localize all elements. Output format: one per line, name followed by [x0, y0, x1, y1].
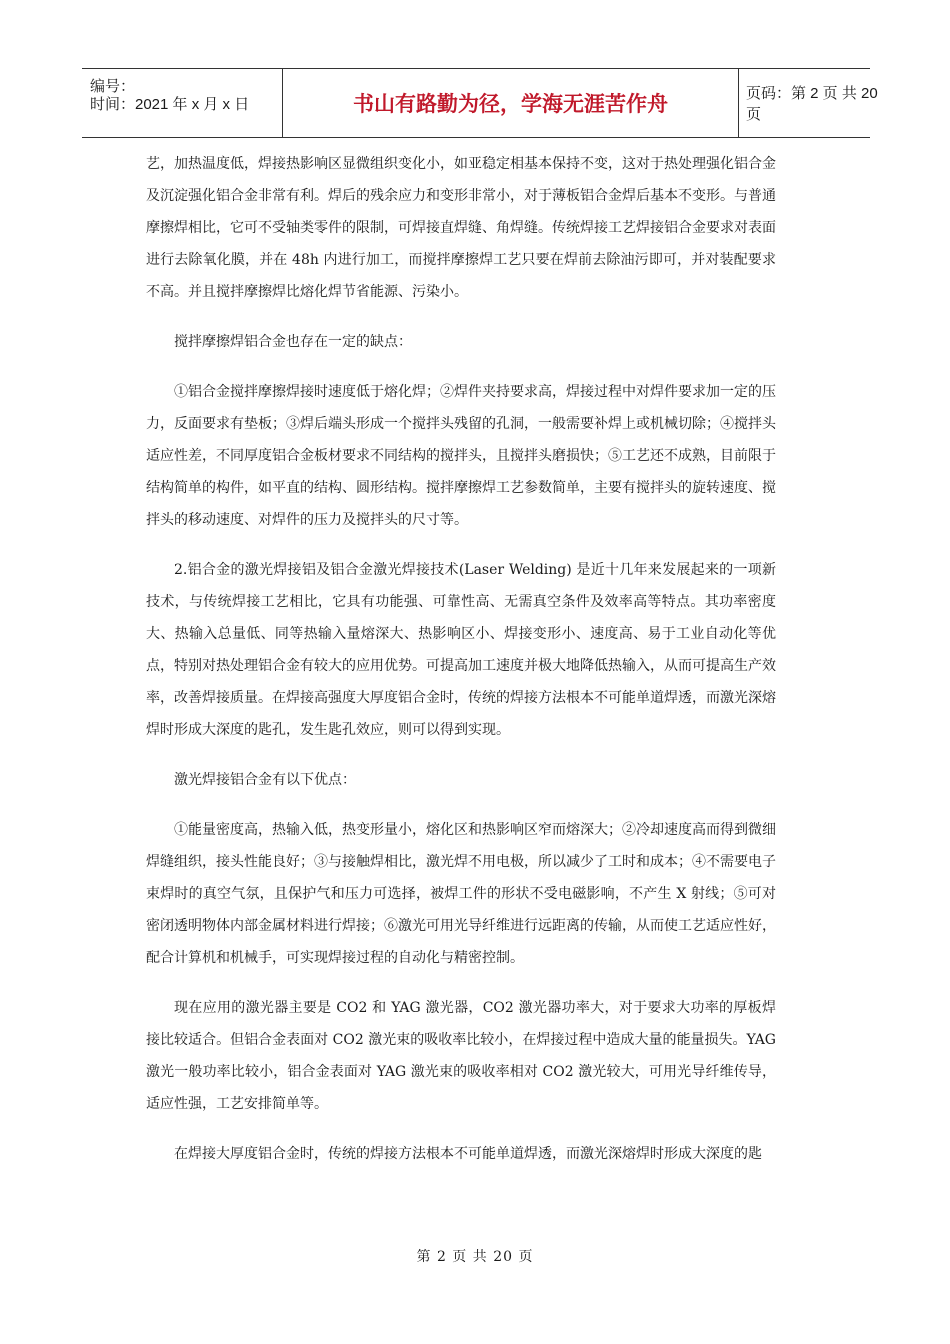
body-paragraph: 激光焊接铝合金有以下优点：	[174, 772, 356, 788]
body-paragraph: 现在应用的激光器主要是 CO2 和 YAG 激光器，CO2 激光器功率大，对于要求大功率的厚板焊接比较适合。但铝合金表面对 CO2 激光束的吸收率比较小，在焊接过程中造成大量的能量损失。YAG 激光一般功率比较小，铝合金表面对 YAG 激光束的吸收率相对 CO2 激光较大，可用光导纤维传导，适应性强，工艺安排简单等。	[146, 1000, 776, 1112]
header-meta	[82, 69, 282, 137]
body-paragraph: ①能量密度高，热输入低，热变形量小，熔化区和热影响区窄而熔深大；②冷却速度高而得到微细焊缝组织，接头性能良好；③与接触焊相比，激光焊不用电极，所以减少了工时和成本；④不需要电子束焊时的真空气氛，且保护气和压力可选择，被焊工件的形状不受电磁影响，不产生 X 射线；⑤可对密闭透明物体内部金属材料进行焊接；⑥激光可用光导纤维进行远距离的传输，从而使工艺适应性好，配合计算机和机械手，可实现焊接过程的自动化与精密控制。	[146, 822, 776, 966]
page-header	[82, 68, 878, 138]
header-motto: 书山有路勤为径，学海无涯苦作舟	[282, 69, 739, 137]
body-paragraph: 在焊接大厚度铝合金时，传统的焊接方法根本不可能单道焊透，而激光深熔焊时形成大深度的匙	[174, 1146, 762, 1162]
body-paragraph: ①铝合金搅拌摩擦焊接时速度低于熔化焊；②焊件夹持要求高，焊接过程中对焊件要求加一定的压力，反面要求有垫板；③焊后端头形成一个搅拌头残留的孔洞，一般需要补焊上或机械切除；④搅拌头适应性差，不同厚度铝合金板材要求不同结构的搅拌头，且搅拌头磨损快；⑤工艺还不成熟，目前限于结构简单的构件，如平直的结构、圆形结构。搅拌摩擦焊工艺参数简单，主要有搅拌头的旋转速度、搅拌头的移动速度、对焊件的压力及搅拌头的尺寸等。	[146, 384, 776, 528]
body-paragraph: 搅拌摩擦焊铝合金也存在一定的缺点：	[174, 334, 412, 350]
document-number-label: 编号：	[90, 78, 136, 95]
document-date-label: 时间：2021 年 x 月 x 日	[90, 96, 250, 113]
document-body	[146, 148, 776, 1188]
body-paragraph: 2.铝合金的激光焊接铝及铝合金激光焊接技术(Laser Welding) 是近十几年来发展起来的一项新技术，与传统焊接工艺相比，它具有功能强、可靠性高、无需真空条件及效率高等特点。其功率密度大、热输入总量低、同等热输入量熔深大、热影响区小、焊接变形小、速度高、易于工业自动化等优点，特别对热处理铝合金有较大的应用优势。可提高加工速度并极大地降低热输入，从而可提高生产效率，改善焊接质量。在焊接高强度大厚度铝合金时，传统的焊接方法根本不可能单道焊透，而激光深熔焊时形成大深度的匙孔，发生匙孔效应，则可以得到实现。	[146, 562, 776, 738]
page-footer: 第 2 页 共 20 页	[416, 1249, 534, 1265]
header-page-number: 页码：第 2 页 共 20 页	[746, 85, 878, 123]
body-paragraph: 艺，加热温度低，焊接热影响区显微组织变化小，如亚稳定相基本保持不变，这对于热处理强化铝合金及沉淀强化铝合金非常有利。焊后的残余应力和变形非常小，对于薄板铝合金焊后基本不变形。与普通摩擦焊相比，它可不受轴类零件的限制，可焊接直焊缝、角焊缝。传统焊接工艺焊接铝合金要求对表面进行去除氧化膜，并在 48h 内进行加工，而搅拌摩擦焊工艺只要在焊前去除油污即可，并对装配要求不高。并且搅拌摩擦焊比熔化焊节省能源、污染小。	[146, 156, 776, 300]
